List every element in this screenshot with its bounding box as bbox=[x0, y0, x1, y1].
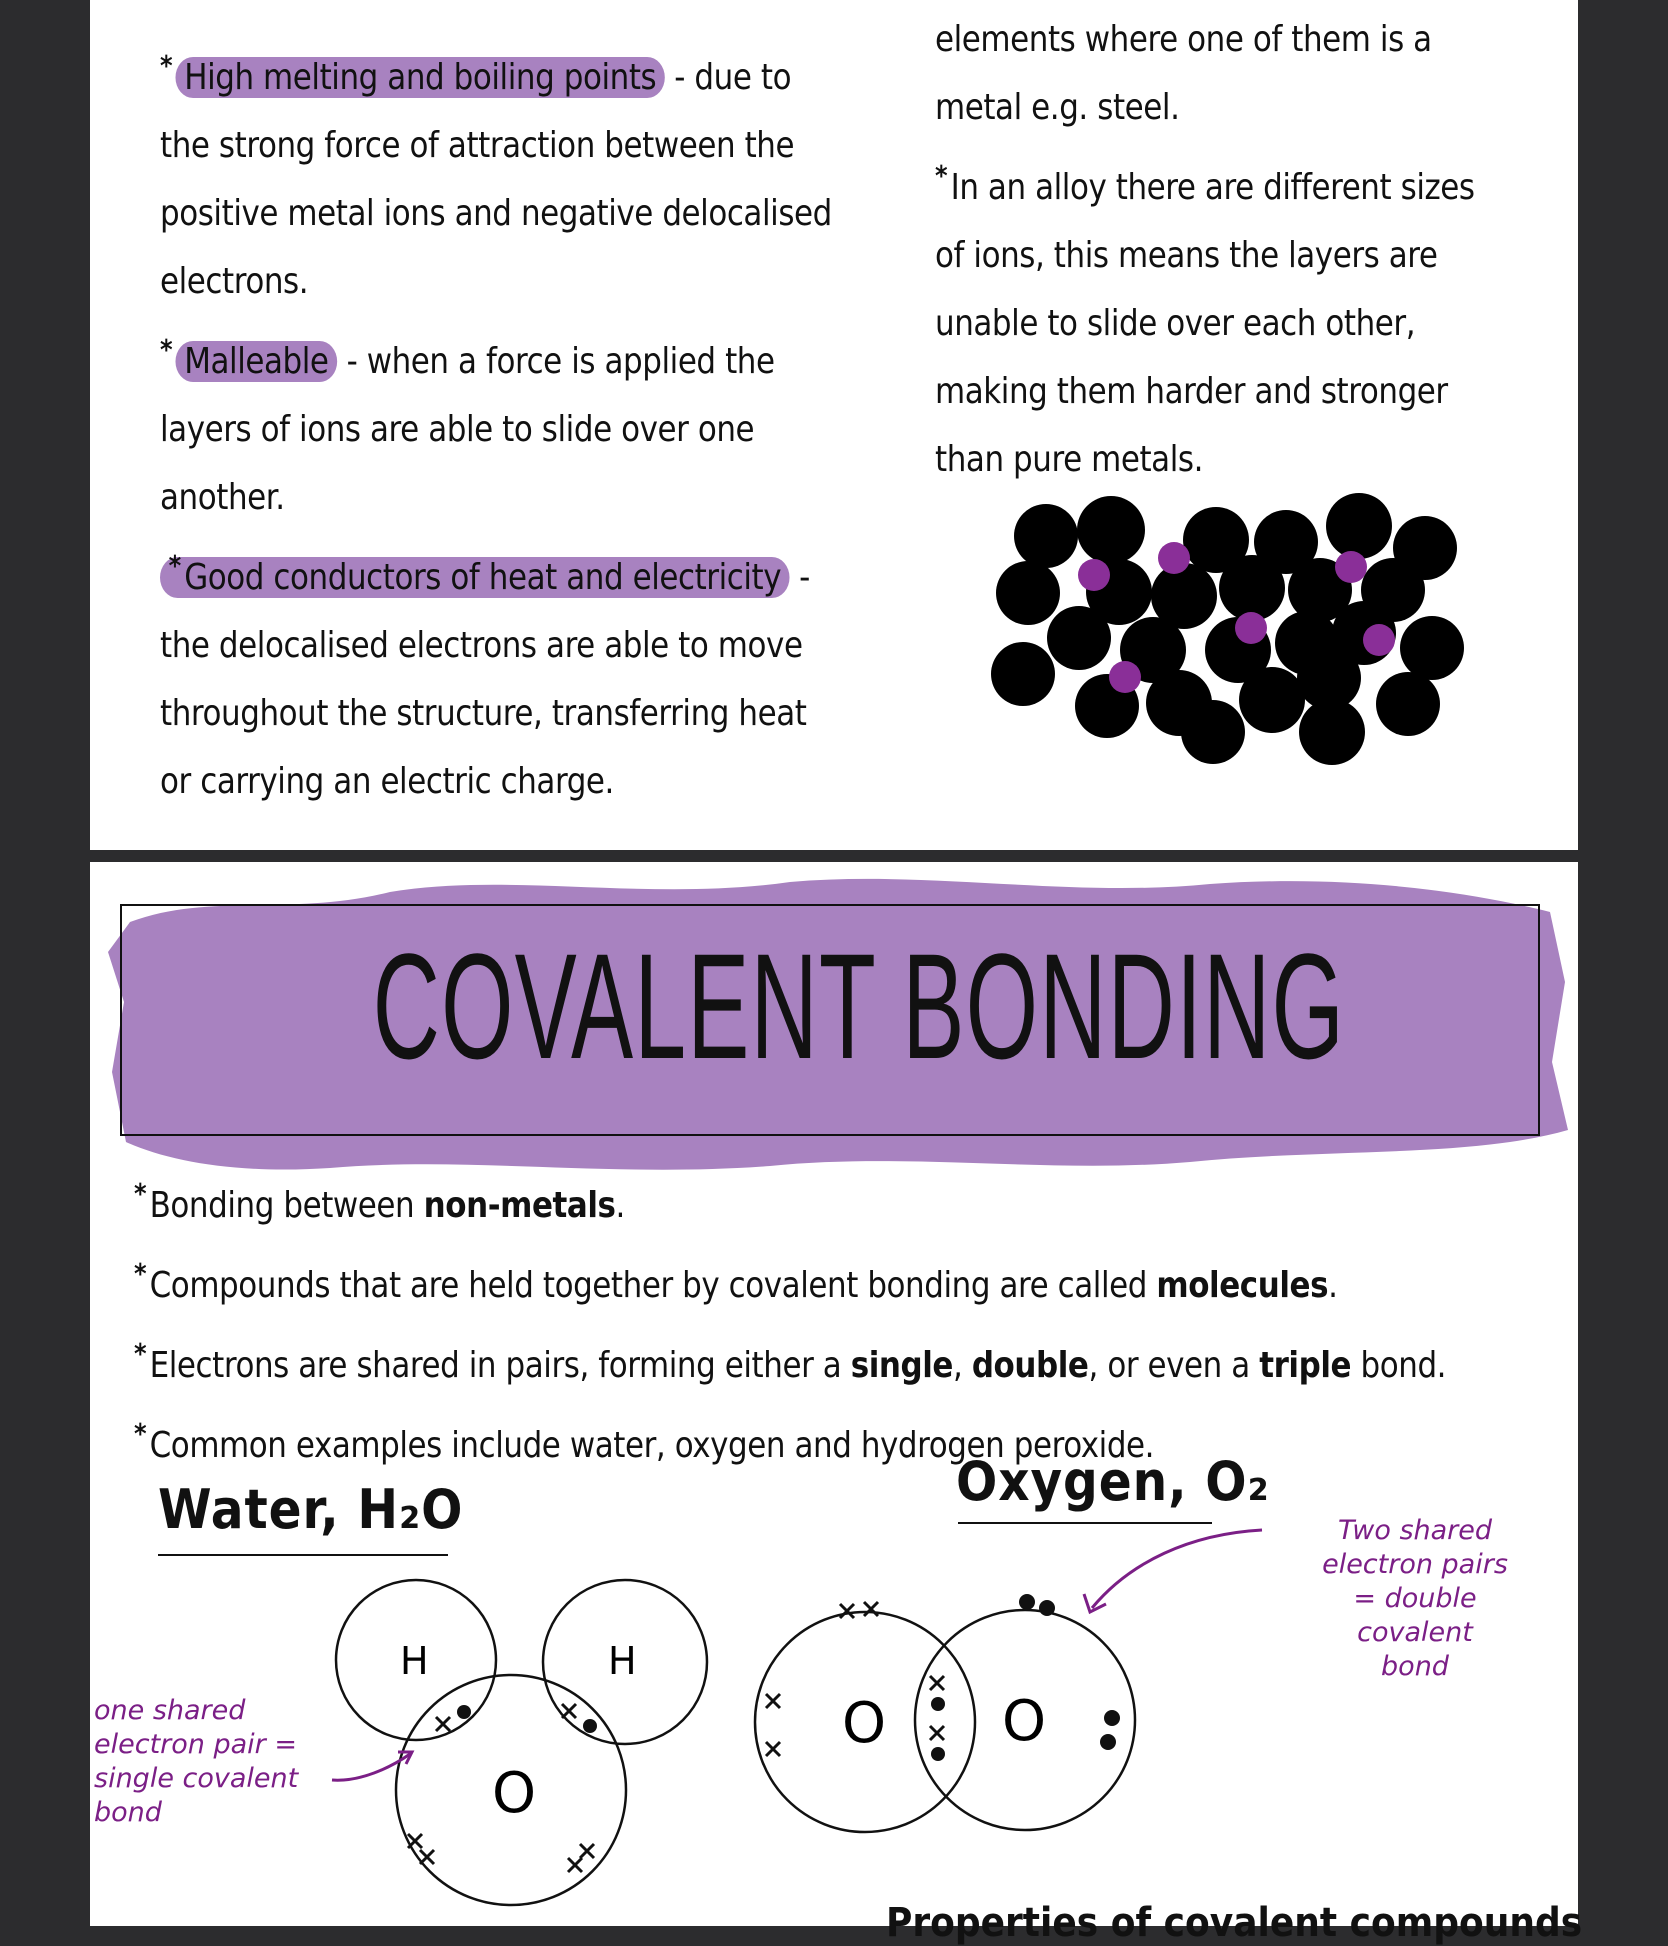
ion bbox=[1376, 672, 1440, 736]
property-item bbox=[160, 32, 832, 112]
alloy-line: unable to slide over each other, bbox=[935, 303, 1416, 344]
alloy-text: In an alloy there are different sizes bbox=[950, 167, 1475, 208]
alloy-bullet bbox=[935, 142, 1475, 222]
list-text: , bbox=[953, 1345, 972, 1386]
ion bbox=[991, 642, 1055, 706]
oxygen-diagram bbox=[755, 1610, 1135, 1832]
small-atom bbox=[1078, 559, 1110, 591]
alloy-line: making them harder and stronger bbox=[935, 371, 1448, 412]
bold-term: double bbox=[971, 1345, 1089, 1386]
note-line: electron pair = bbox=[94, 1729, 297, 1760]
property-text: - due to bbox=[664, 57, 792, 98]
property-item bbox=[160, 316, 832, 396]
property-line: positive metal ions and negative delocalised bbox=[160, 193, 832, 234]
oxygen-label: O bbox=[492, 1761, 537, 1826]
asterisk-icon: * bbox=[134, 1337, 147, 1370]
ion bbox=[1181, 700, 1245, 764]
oxygen-label: O bbox=[842, 1691, 887, 1756]
ion bbox=[1077, 496, 1145, 564]
list-text: . bbox=[615, 1185, 625, 1226]
small-atom bbox=[1235, 612, 1267, 644]
note-line: covalent bbox=[1357, 1617, 1473, 1648]
oxygen-label: O bbox=[1002, 1689, 1047, 1754]
hydrogen-label: H bbox=[400, 1639, 429, 1683]
ion bbox=[1014, 504, 1078, 568]
list-text: Compounds that are held together by covalent bonding are called bbox=[149, 1265, 1157, 1306]
oxygen-arrow bbox=[1092, 1530, 1262, 1608]
cross-electron-pair bbox=[840, 1602, 878, 1618]
small-atom bbox=[1158, 542, 1190, 574]
highlighted-term: High melting and boiling points bbox=[176, 57, 665, 98]
list-text: Electrons are shared in pairs, forming either a bbox=[149, 1345, 851, 1386]
property-line: or carrying an electric charge. bbox=[160, 761, 614, 802]
note-line: bond bbox=[1381, 1651, 1449, 1682]
cross-electron bbox=[436, 1717, 450, 1731]
metal-ions bbox=[991, 493, 1464, 765]
property-text: - when a force is applied the bbox=[337, 341, 775, 382]
small-atom bbox=[1109, 661, 1141, 693]
property-line: another. bbox=[160, 477, 285, 518]
note-line: single covalent bbox=[94, 1763, 299, 1794]
asterisk-icon: * bbox=[160, 333, 173, 366]
oxygen-heading: Oxygen, O₂ bbox=[956, 1450, 1270, 1513]
bold-term: molecules bbox=[1156, 1265, 1329, 1306]
highlighted-term-text: Good conductors of heat and electricity bbox=[184, 557, 782, 598]
ion bbox=[1219, 555, 1285, 621]
property-item bbox=[160, 532, 832, 612]
note-line: electron pairs bbox=[1322, 1549, 1508, 1580]
bold-term: single bbox=[850, 1345, 954, 1386]
alloy-line: of ions, this means the layers are bbox=[935, 235, 1438, 276]
note-line: one shared bbox=[94, 1695, 246, 1726]
cross-electron bbox=[562, 1704, 576, 1718]
ion bbox=[996, 561, 1060, 625]
water-heading: Water, H₂O bbox=[158, 1478, 464, 1541]
bold-term: non-metals bbox=[423, 1185, 616, 1226]
ion bbox=[1239, 667, 1305, 733]
property-line: throughout the structure, transferring heat bbox=[160, 693, 807, 734]
page-title: COVALENT BONDING bbox=[372, 922, 1346, 1090]
dot-electron bbox=[1039, 1600, 1055, 1616]
property-line: the strong force of attraction between the bbox=[160, 125, 795, 166]
asterisk-icon: * bbox=[935, 159, 948, 192]
dot-electron bbox=[583, 1719, 597, 1733]
hydrogen-label: H bbox=[608, 1639, 637, 1683]
alloy-line: than pure metals. bbox=[935, 439, 1203, 480]
property-text: - bbox=[789, 557, 810, 598]
alloys-column bbox=[935, 6, 1475, 494]
covalent-bonding-page bbox=[90, 862, 1583, 1946]
property-line: electrons. bbox=[160, 261, 309, 302]
list-text: bond. bbox=[1351, 1345, 1447, 1386]
dot-electron bbox=[457, 1705, 471, 1719]
ion bbox=[1326, 493, 1392, 559]
bold-term: triple bbox=[1259, 1345, 1352, 1386]
section-heading: Properties of covalent compounds bbox=[886, 1900, 1583, 1946]
highlighted-term: Malleable bbox=[176, 341, 338, 382]
alloy-line: elements where one of them is a bbox=[935, 19, 1432, 60]
small-atom bbox=[1363, 624, 1395, 656]
highlighted-term bbox=[160, 549, 790, 598]
cross-electron-pair bbox=[766, 1694, 780, 1756]
dot-electron bbox=[1100, 1734, 1116, 1750]
asterisk-icon: * bbox=[168, 549, 181, 582]
molecule-diagrams bbox=[90, 862, 1578, 1926]
asterisk-icon: * bbox=[134, 1257, 147, 1290]
dot-electron bbox=[931, 1747, 945, 1761]
note-line: Two shared bbox=[1337, 1515, 1493, 1546]
asterisk-icon: * bbox=[160, 49, 173, 82]
note-line: bond bbox=[94, 1797, 162, 1828]
dot-electron bbox=[931, 1697, 945, 1711]
metallic-properties-column bbox=[160, 32, 832, 816]
dot-electron bbox=[1019, 1594, 1035, 1610]
list-text: . bbox=[1328, 1265, 1338, 1306]
ion bbox=[1047, 606, 1111, 670]
water-diagram bbox=[336, 1580, 707, 1905]
cross-electron-pair bbox=[568, 1844, 594, 1872]
alloy-line: metal e.g. steel. bbox=[935, 87, 1180, 128]
ion bbox=[1299, 699, 1365, 765]
asterisk-icon: * bbox=[134, 1417, 147, 1450]
metallic-bonding-page bbox=[90, 0, 1578, 850]
property-line: the delocalised electrons are able to move bbox=[160, 625, 803, 666]
list-text: Common examples include water, oxygen and hydrogen peroxide. bbox=[149, 1425, 1155, 1466]
note-line: = double bbox=[1353, 1583, 1477, 1614]
list-text: Bonding between bbox=[149, 1185, 424, 1226]
property-line: layers of ions are able to slide over one bbox=[160, 409, 755, 450]
alloy-lattice-diagram bbox=[990, 488, 1570, 788]
list-text: , or even a bbox=[1088, 1345, 1260, 1386]
dot-electron bbox=[1104, 1710, 1120, 1726]
small-atom bbox=[1335, 551, 1367, 583]
asterisk-icon: * bbox=[134, 1177, 147, 1210]
ion bbox=[1400, 616, 1464, 680]
